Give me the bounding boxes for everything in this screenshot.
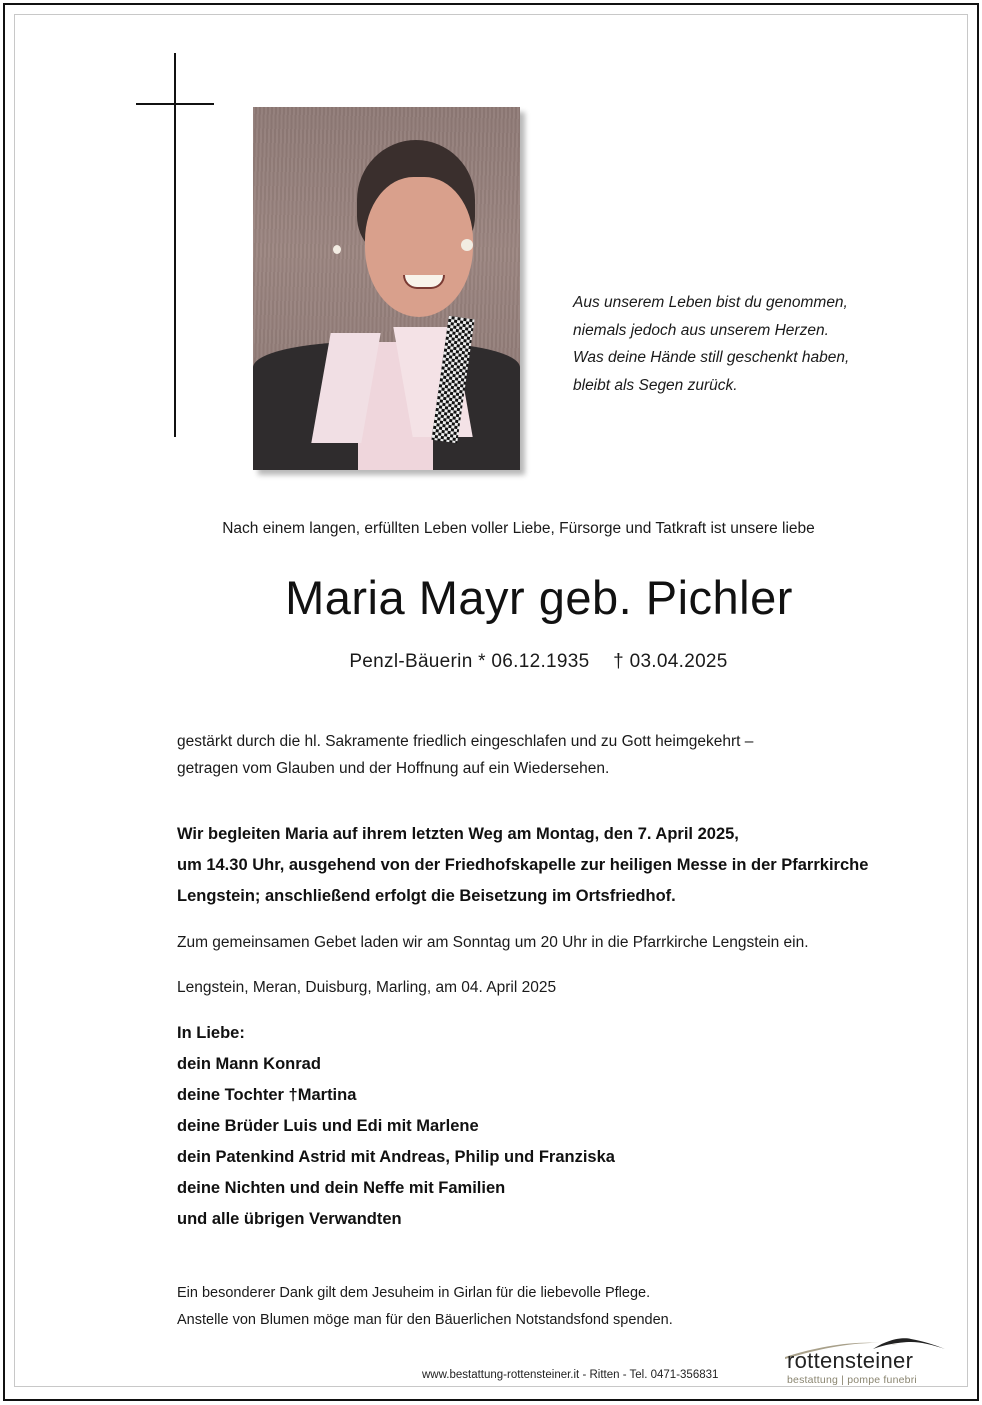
paragraph-line: Wir begleiten Maria auf ihrem letzten Weg am Montag, den 7. April 2025, (177, 825, 739, 843)
prayer-invitation: Zum gemeinsamen Gebet laden wir am Sonntag um 20 Uhr in die Pfarrkirche Lengstein ein. (177, 934, 809, 951)
paragraph-line: getragen vom Glauben und der Hoffnung auf ein Wiedersehen. (177, 760, 610, 777)
logo-tagline: bestattung | pompe funebri (787, 1374, 917, 1386)
cross-horizontal-bar (136, 103, 214, 105)
thanks-paragraph (177, 1280, 673, 1334)
family-member: dein Mann Konrad (177, 1055, 321, 1073)
cross-vertical-bar (174, 53, 176, 437)
quote-line: Was deine Hände still geschenkt haben, (573, 349, 850, 366)
deceased-name: Maria Mayr geb. Pichler (285, 571, 793, 624)
rottensteiner-logo (783, 1333, 953, 1388)
paragraph-line: um 14.30 Uhr, ausgehend von der Friedhofskapelle zur heiligen Messe in der Pfarrkirche (177, 856, 869, 874)
quote-line: bleibt als Segen zurück. (573, 376, 738, 394)
portrait-photo (253, 107, 520, 470)
family-member: deine Nichten und dein Neffe mit Familien (177, 1179, 506, 1197)
deceased-dates (0, 651, 982, 673)
family-member: dein Patenkind Astrid mit Andreas, Philip und Franziska (177, 1148, 615, 1166)
place-and-date: Lengstein, Meran, Duisburg, Marling, am 04. April 2025 (177, 979, 557, 996)
photo-earring-left (333, 245, 341, 254)
logo-wordmark: rottensteiner (787, 1348, 914, 1373)
footer-contact: www.bestattung-rottensteiner.it - Ritten - Tel. 0471-356831 (422, 1369, 719, 1381)
death-date: † 03.04.2025 (613, 651, 728, 672)
paragraph-line: Ein besonderer Dank gilt dem Jesuheim in Girlan für die liebevolle Pflege. (177, 1285, 651, 1301)
quote-line: niemals jedoch aus unserem Herzen. (573, 321, 829, 339)
birth-date: * 06.12.1935 (478, 651, 590, 672)
deceased-title: Penzl-Bäuerin (349, 651, 473, 672)
family-list (177, 1018, 615, 1235)
family-member: und alle übrigen Verwandten (177, 1210, 402, 1228)
strength-paragraph (177, 728, 753, 782)
intro-text: Nach einem langen, erfüllten Leben voller Liebe, Fürsorge und Tatkraft ist unsere liebe (222, 520, 815, 537)
family-member: deine Tochter †Martina (177, 1086, 357, 1104)
family-member: deine Brüder Luis und Edi mit Marlene (177, 1117, 479, 1135)
photo-face (365, 177, 473, 317)
quote-line: Aus unserem Leben bist du genommen, (573, 294, 848, 311)
funeral-paragraph (177, 819, 868, 912)
paragraph-line: Anstelle von Blumen möge man für den Bäuerlichen Notstandsfond spenden. (177, 1312, 673, 1328)
photo-earring-right (461, 239, 473, 251)
paragraph-line: gestärkt durch die hl. Sakramente friedlich eingeschlafen und zu Gott heimgekehrt – (177, 733, 754, 750)
paragraph-line: Lengstein; anschließend erfolgt die Beisetzung im Ortsfriedhof. (177, 887, 676, 905)
family-heading: In Liebe: (177, 1024, 245, 1042)
memorial-quote (573, 289, 903, 399)
